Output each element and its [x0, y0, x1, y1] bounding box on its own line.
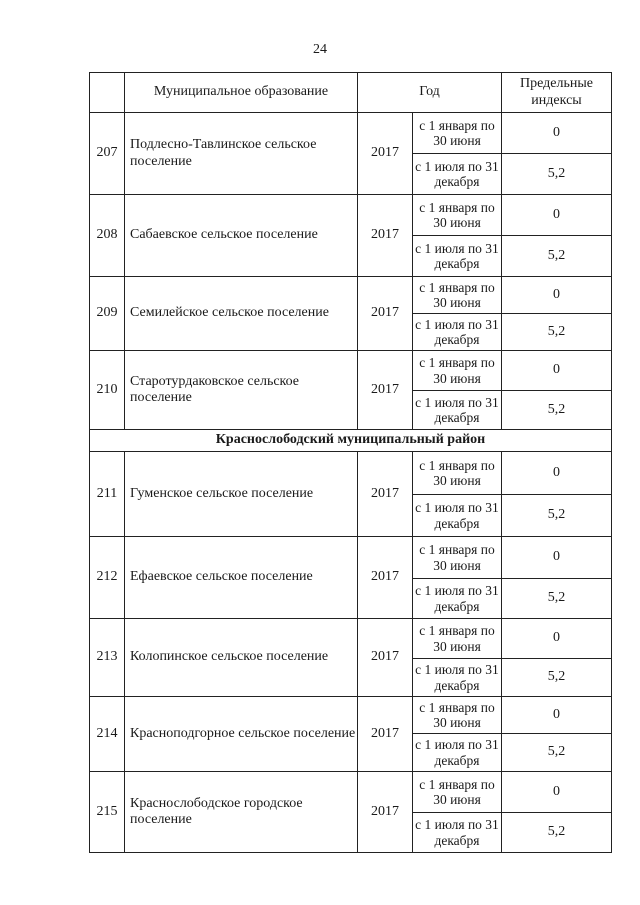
year-cell: 2017	[358, 537, 413, 619]
period-cell: с 1 января по 30 июня	[413, 452, 502, 495]
period-cell: с 1 июля по 31 декабря	[413, 659, 502, 697]
index-value: 0	[502, 351, 612, 391]
year-cell: 2017	[358, 697, 413, 772]
municipality-name: Красноподгорное сельское поселение	[125, 697, 358, 772]
municipality-name: Подлесно-Тавлинское сельское поселение	[125, 113, 358, 195]
period-cell: с 1 июля по 31 декабря	[413, 314, 502, 351]
period-cell: с 1 января по 30 июня	[413, 351, 502, 391]
table-row	[90, 619, 612, 659]
row-number: 213	[90, 619, 125, 697]
municipality-name: Сабаевское сельское поселение	[125, 195, 358, 277]
row-number: 208	[90, 195, 125, 277]
header-index: Предельные индексы	[502, 73, 612, 113]
index-value: 0	[502, 277, 612, 314]
period-cell: с 1 января по 30 июня	[413, 277, 502, 314]
period-cell: с 1 января по 30 июня	[413, 697, 502, 734]
municipality-name: Ефаевское сельское поселение	[125, 537, 358, 619]
index-value: 0	[502, 619, 612, 659]
table-row	[90, 537, 612, 579]
header-year: Год	[358, 73, 502, 113]
index-value: 5,2	[502, 391, 612, 430]
year-cell: 2017	[358, 452, 413, 537]
table-row	[90, 277, 612, 314]
period-cell: с 1 июля по 31 декабря	[413, 391, 502, 430]
municipality-name: Семилейское сельское поселение	[125, 277, 358, 351]
table-row	[90, 113, 612, 154]
row-number: 207	[90, 113, 125, 195]
municipality-name: Гуменское сельское поселение	[125, 452, 358, 537]
index-value: 0	[502, 452, 612, 495]
row-number: 211	[90, 452, 125, 537]
index-value: 5,2	[502, 236, 612, 277]
table-header-row	[90, 73, 612, 113]
index-value: 0	[502, 772, 612, 813]
period-cell: с 1 января по 30 июня	[413, 619, 502, 659]
index-value: 0	[502, 537, 612, 579]
index-value: 5,2	[502, 495, 612, 537]
page-number: 24	[313, 42, 327, 57]
period-cell: с 1 июля по 31 декабря	[413, 495, 502, 537]
period-cell: с 1 июля по 31 декабря	[413, 154, 502, 195]
indices-table	[89, 72, 612, 853]
table-row	[90, 351, 612, 391]
period-cell: с 1 июля по 31 декабря	[413, 734, 502, 772]
year-cell: 2017	[358, 351, 413, 430]
period-cell: с 1 января по 30 июня	[413, 772, 502, 813]
row-number: 210	[90, 351, 125, 430]
table-row	[90, 195, 612, 236]
period-cell: с 1 января по 30 июня	[413, 195, 502, 236]
index-value: 5,2	[502, 314, 612, 351]
row-number: 215	[90, 772, 125, 853]
municipality-name: Старотурдаковское сельское поселение	[125, 351, 358, 430]
municipality-name: Краснослободское городское поселение	[125, 772, 358, 853]
index-value: 0	[502, 697, 612, 734]
period-cell: с 1 января по 30 июня	[413, 537, 502, 579]
municipality-name: Колопинское сельское поселение	[125, 619, 358, 697]
index-value: 0	[502, 113, 612, 154]
district-name: Краснослободский муниципальный район	[90, 430, 612, 452]
year-cell: 2017	[358, 113, 413, 195]
header-municipality: Муниципальное образование	[125, 73, 358, 113]
table-row	[90, 772, 612, 813]
index-value: 5,2	[502, 659, 612, 697]
year-cell: 2017	[358, 772, 413, 853]
index-value: 5,2	[502, 813, 612, 853]
row-number: 209	[90, 277, 125, 351]
period-cell: с 1 января по 30 июня	[413, 113, 502, 154]
row-number: 212	[90, 537, 125, 619]
period-cell: с 1 июля по 31 декабря	[413, 236, 502, 277]
year-cell: 2017	[358, 619, 413, 697]
district-header-row	[90, 430, 612, 452]
index-value: 5,2	[502, 579, 612, 619]
index-value: 5,2	[502, 734, 612, 772]
header-number	[90, 73, 125, 113]
table-body	[90, 113, 612, 853]
row-number: 214	[90, 697, 125, 772]
table-row	[90, 697, 612, 734]
year-cell: 2017	[358, 195, 413, 277]
year-cell: 2017	[358, 277, 413, 351]
table-row	[90, 452, 612, 495]
period-cell: с 1 июля по 31 декабря	[413, 813, 502, 853]
period-cell: с 1 июля по 31 декабря	[413, 579, 502, 619]
index-value: 5,2	[502, 154, 612, 195]
index-value: 0	[502, 195, 612, 236]
